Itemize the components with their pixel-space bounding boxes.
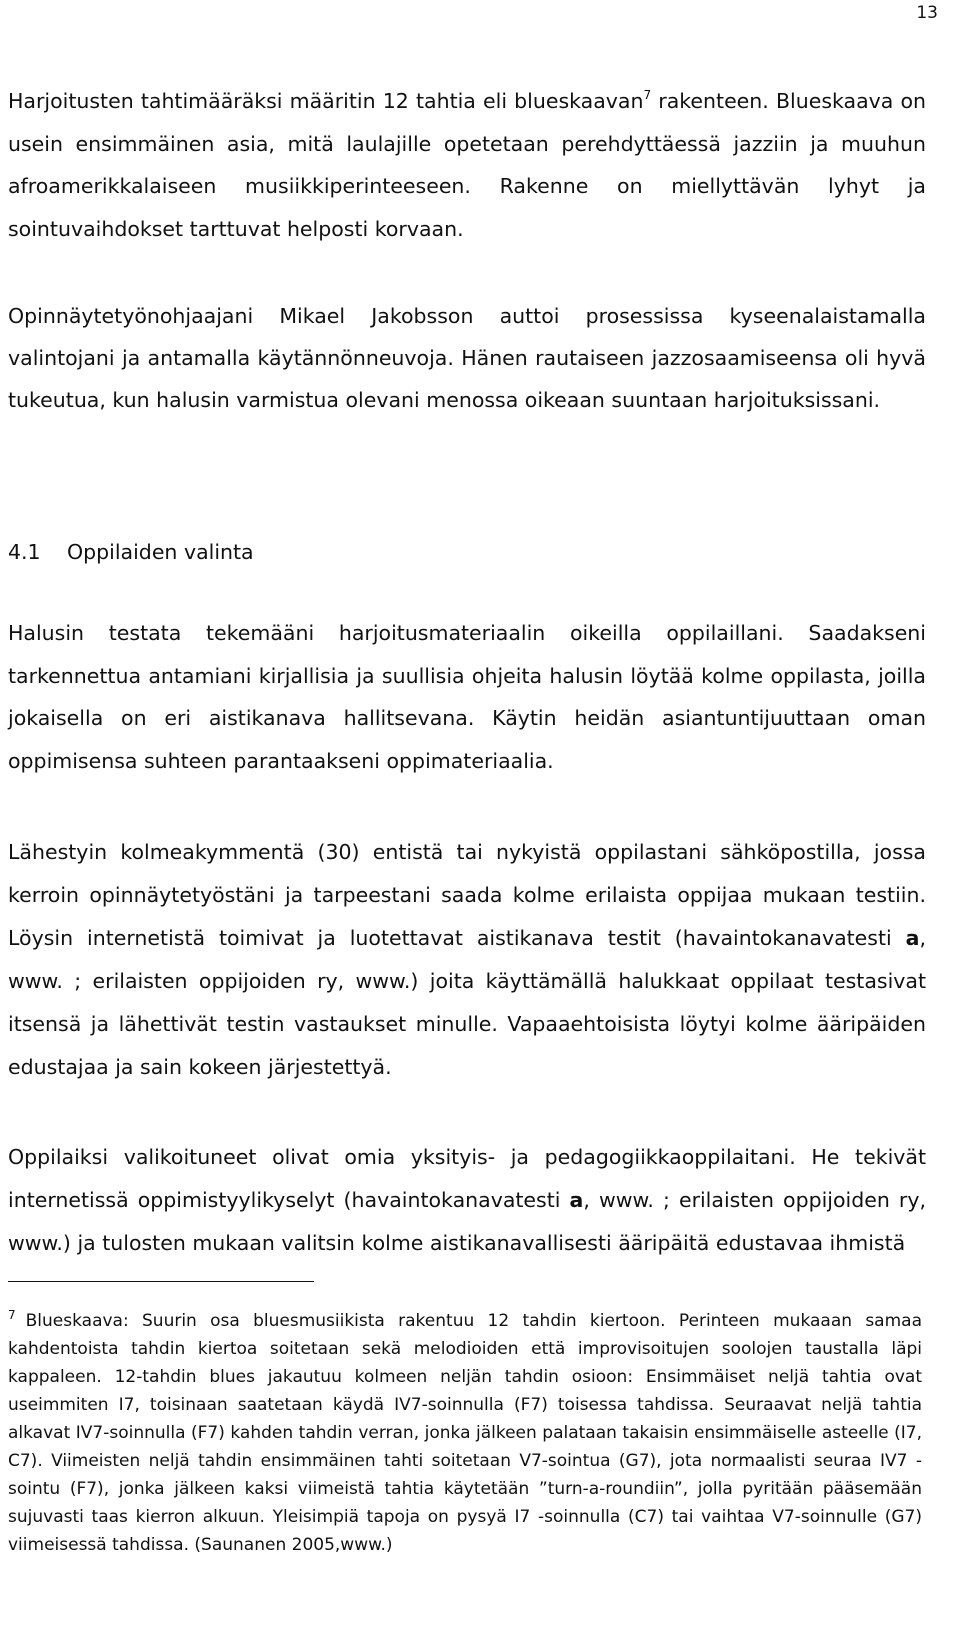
- paragraph-blues-scale: [8, 80, 926, 250]
- footnote-mark: 7: [8, 1308, 16, 1322]
- paragraph-text: , www. ; erilaisten oppijoiden ry, www.) joita käyttämällä halukkaat oppilaat testasivat itsensä ja lähettivät testin vastaukset minulle. Vapaaehtoisista löytyi kolme ääripäiden edustajaa ja sain kokeen järjestettyä.: [8, 926, 926, 1079]
- paragraph-recruitment: [8, 831, 926, 1089]
- paragraph-text: Harjoitusten tahtimääräksi määritin 12 tahtia eli blueskaavan: [8, 89, 644, 113]
- paragraph-text: , www. ; erilaisten oppijoiden ry, www.) ja tulosten mukaan valitsin kolme aistikanavallisesti ääripäitä edustavaa ihmistä: [8, 1188, 926, 1255]
- paragraph-text: Lähestyin kolmeakymmentä (30) entistä tai nykyistä oppilastani sähköpostilla, jossa kerroin opinnäytetyöstäni ja tarpeestani saada kolme erilaista oppijaa mukaan testiin. Löysin internetistä toimivat ja luotettavat aistikanava testit (havaintokanavatesti: [8, 840, 926, 950]
- page-number: 13: [916, 3, 938, 23]
- paragraph-testing: Halusin testata tekemääni harjoitusmateriaalin oikeilla oppilaillani. Saadakseni tarkennettua antamiani kirjallisia ja suullisia ohjeita halusin löytää kolme oppilasta, joilla jokaisella on eri aistikanava hallitsevana. Käytin heidän asiantuntijuuttaan oman oppimisensa suhteen parantaakseni oppimateriaalia.: [8, 621, 926, 773]
- paragraph-text: rakenteen. Blueskaava on usein ensimmäinen asia, mitä laulajille opetetaan perehdyttäessä jazziin ja muuhun afroamerikkalaiseen musiikkiperinteeseen. Rakenne on miellyttävän lyhyt ja sointuvaihdokset tarttuvat helposti korvaan.: [8, 89, 927, 241]
- bold-reference: a: [905, 926, 920, 950]
- section-title: Oppilaiden valinta: [67, 540, 254, 564]
- section-heading: [8, 531, 254, 574]
- paragraph-text: Oppilaiksi valikoituneet olivat omia yksityis- ja pedagogiikkaoppilaitani. He tekivät internetissä oppimistyylikyselyt (havaintokanavatesti: [8, 1145, 926, 1212]
- footnote-separator: [8, 1281, 314, 1282]
- section-number: 4.1: [8, 540, 41, 564]
- bold-reference: a: [569, 1188, 584, 1212]
- footnote-reference: 7: [643, 88, 652, 102]
- paragraph-selection: [8, 1136, 926, 1265]
- paragraph-supervisor: Opinnäytetyönohjaajani Mikael Jakobsson auttoi prosessissa kyseenalaistamalla valintojani ja antamalla käytännönneuvoja. Hänen rautaiseen jazzosaamiseensa oli hyvä tukeutua, kun halusin varmistua olevani menossa oikeaan suuntaan harjoituksissani.: [8, 304, 926, 412]
- footnote: [8, 1307, 922, 1559]
- footnote-text: Blueskaava: Suurin osa bluesmusiikista rakentuu 12 tahdin kiertoon. Perinteen mukaaan samaa kahdentoista tahdin kiertoa soitetaan sekä melodioiden että improvisoitujen soolojen taustalla läpi kappaleen. 12-tahdin blues jakautuu kolmeen neljän tahdin osioon: Ensimmäiset neljä tahtia ovat useimmiten I7, toisinaan saatetaan käydä IV7-soinnulla (F7) toisessa tahdissa. Seuraavat neljä tahtia alkavat IV7-soinnulla (F7) kahden tahdin verran, jonka jälkeen palataan takaisin ensimmäiselle asteelle (I7, C7). Viimeisten neljä tahdin ensimmäinen tahti soitetaan V7-sointua (G7), jota normaalisti seuraa IV7 -sointu (F7), jonka jälkeen kaksi viimeistä tahtia käytetään ”turn-a-roundiin”, jolla pyritään pääsemään sujuvasti taas kierron alkuun. Yleisimpiä tapoja on pysyä I7 -soinnulla (C7) tai vaihtaa V7-soinnulle (G7) viimeisessä tahdissa. (Saunanen 2005,www.): [8, 1311, 922, 1555]
